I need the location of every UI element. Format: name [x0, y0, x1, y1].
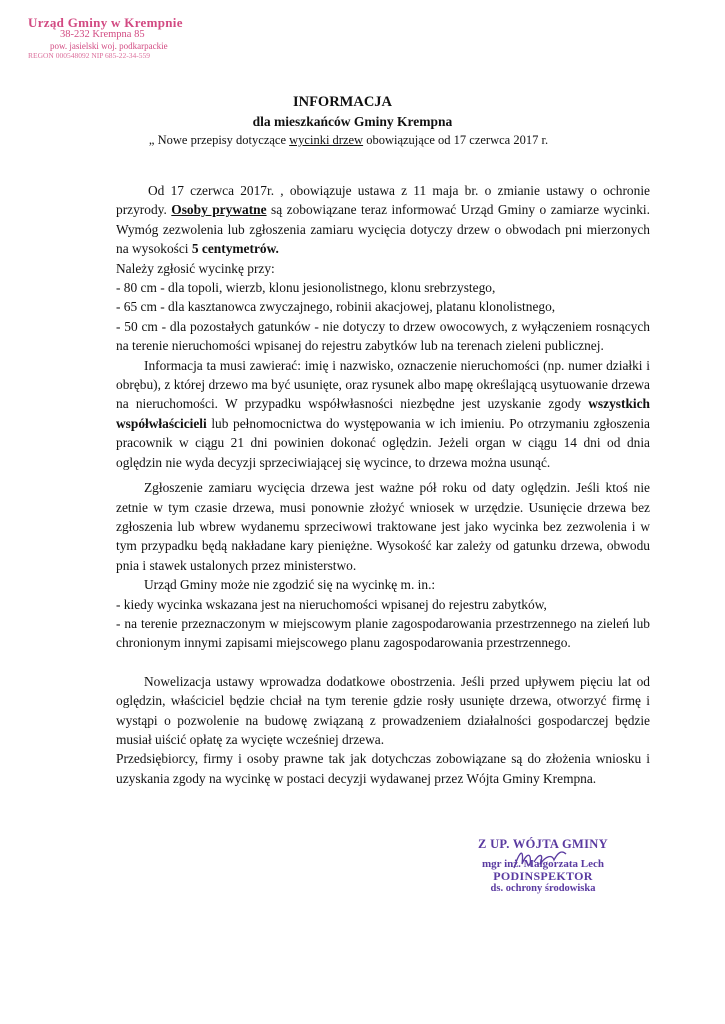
intro-text-c: są zobowiązane teraz informować Urząd Gminy o zamiarze wycinki. Wymóg zezwolenia lub zgłoszenia zamiaru wycięcia dotyczy drzew o obwodach pni mierzonych na wysokości	[116, 202, 650, 257]
topic-post: obowiązujące od 17 czerwca 2017 r.	[363, 133, 549, 147]
list-item: - 50 cm - dla pozostałych gatunków - nie dotyczy to drzew owocowych, z wyłączeniem rosnących na terenie nieruchomości wpisanej do rejestru zabytków lub na terenach zieleni publicznej.	[116, 318, 650, 354]
list-intro: Należy zgłosić wycinkę przy:	[116, 260, 275, 276]
stamp-line-office: Urząd Gminy w Krempnie	[28, 15, 183, 30]
office-stamp	[28, 16, 218, 59]
paragraph-intro	[116, 181, 650, 259]
document-title: INFORMACJA	[292, 94, 393, 110]
signatory-position: PODINSPEKTOR	[493, 868, 593, 883]
paragraph-validity: Zgłoszenie zamiaru wycięcia drzewa jest ważne pół roku od daty oględzin. Jeśli ktoś nie zetnie w tym czasie drzewa, musi ponownie złożyć wniosek w urzędzie. Usunięcie drzewa bez zgłoszenia lub wbrew wydanemu sprzeciwowi traktowane jest jako wycinka bez zezwolenia i w tym przypadku będą nakładane kary pieniężne. Wysokość kar zależy od gatunku drzewa, obwodu pnia i stawek ustalonych przez ministerstwo.	[116, 480, 650, 573]
stamp-line-region: pow. jasielski woj. podkarpackie	[50, 40, 168, 51]
signature-stamp	[458, 838, 628, 895]
paragraph-refusal: Urząd Gminy może nie zgodzić się na wycinkę m. in.:	[144, 577, 436, 593]
list-item: - kiedy wycinka wskazana jest na nieruchomości wpisanej do rejestru zabytków,	[116, 596, 547, 612]
co-owners-emphasis: wszystkich współwłaścicieli	[116, 396, 650, 431]
document-header	[0, 94, 725, 148]
handwritten-signature-icon	[510, 844, 570, 874]
intro-text-a: Od 17 czerwca 2017r. , obowiązuje ustawa z 11 maja br. o zmianie ustawy o ochronie przyrody.	[116, 183, 650, 218]
signatory-department: ds. ochrony środowiska	[490, 883, 596, 895]
private-persons-emphasis: Osoby prywatne	[171, 202, 267, 218]
requirements-text-a: Informacja ta musi zawierać: imię i nazwisko, oznaczenie nieruchomości (np. numer działki i obrębu), z której drzewo ma być usunięte, oraz rysunek albo mapę określającą usytuowanie drzewa na nieruchomości. W przypadku współwłasności niezbędne jest uzyskanie zgody	[116, 357, 650, 412]
requirements-text-c: lub pełnomocnictwa do występowania w ich imieniu. Po otrzymaniu zgłoszenia pracownik w ciągu 21 dni powinien dokonać oględzin. Jeżeli organ w ciągu 14 dni od dnia oględzin nie wyda decyzji sprzeciwiającej się wycince, to drzewa można usunąć.	[116, 415, 650, 470]
document-topic	[0, 133, 725, 148]
document-body	[116, 181, 650, 788]
paragraph-amendment: Nowelizacja ustawy wprowadza dodatkowe obostrzenia. Jeśli przed upływem pięciu lat od oględzin, właściciel będzie chciał na tym terenie gdzie rosły usunięte drzewa, otworzyć firmę i wystąpi o pozwolenie na budowę związaną z prowadzeniem działalności gospodarczej będzie musiał uiścić opłatę za wycięte wcześniej drzewa.	[116, 673, 650, 747]
document-subtitle: dla mieszkańców Gminy Krempna	[252, 114, 453, 129]
signatory-name: mgr inż. Małgorzata Lech	[482, 857, 604, 870]
circumference-emphasis: 5 centymetrów.	[191, 241, 279, 257]
paragraph-entrepreneurs: Przedsiębiorcy, firmy i osoby prawne tak jak dotychczas zobowiązane są do złożenia wniosku i uzyskania zgody na wycinkę w postaci decyzji wydawanej przez Wójta Gminy Krempna.	[116, 751, 650, 786]
list-item: - 80 cm - dla topoli, wierzb, klonu jesionolistnego, klonu srebrzystego,	[116, 280, 496, 296]
topic-underlined: wycinki drzew	[289, 133, 364, 147]
list-item: - na terenie przeznaczonym w miejscowym planie zagospodarowania przestrzennego na zieleń lub chronionym innymi zapisami miejscowego planu zagospodarowania przestrzennego.	[116, 615, 650, 651]
signature-authority: Z UP. WÓJTA GMINY	[478, 837, 608, 851]
stamp-line-ids: REGON 000548092 NIP 685-22-34-559	[28, 50, 151, 60]
list-item: - 65 cm - dla kasztanowca zwyczajnego, robinii akacjowej, platanu klonolistnego,	[116, 299, 556, 315]
paragraph-requirements	[116, 356, 650, 472]
topic-pre: „ Nowe przepisy dotyczące	[148, 133, 290, 147]
stamp-line-address: 38-232 Krempna 85	[60, 29, 145, 40]
